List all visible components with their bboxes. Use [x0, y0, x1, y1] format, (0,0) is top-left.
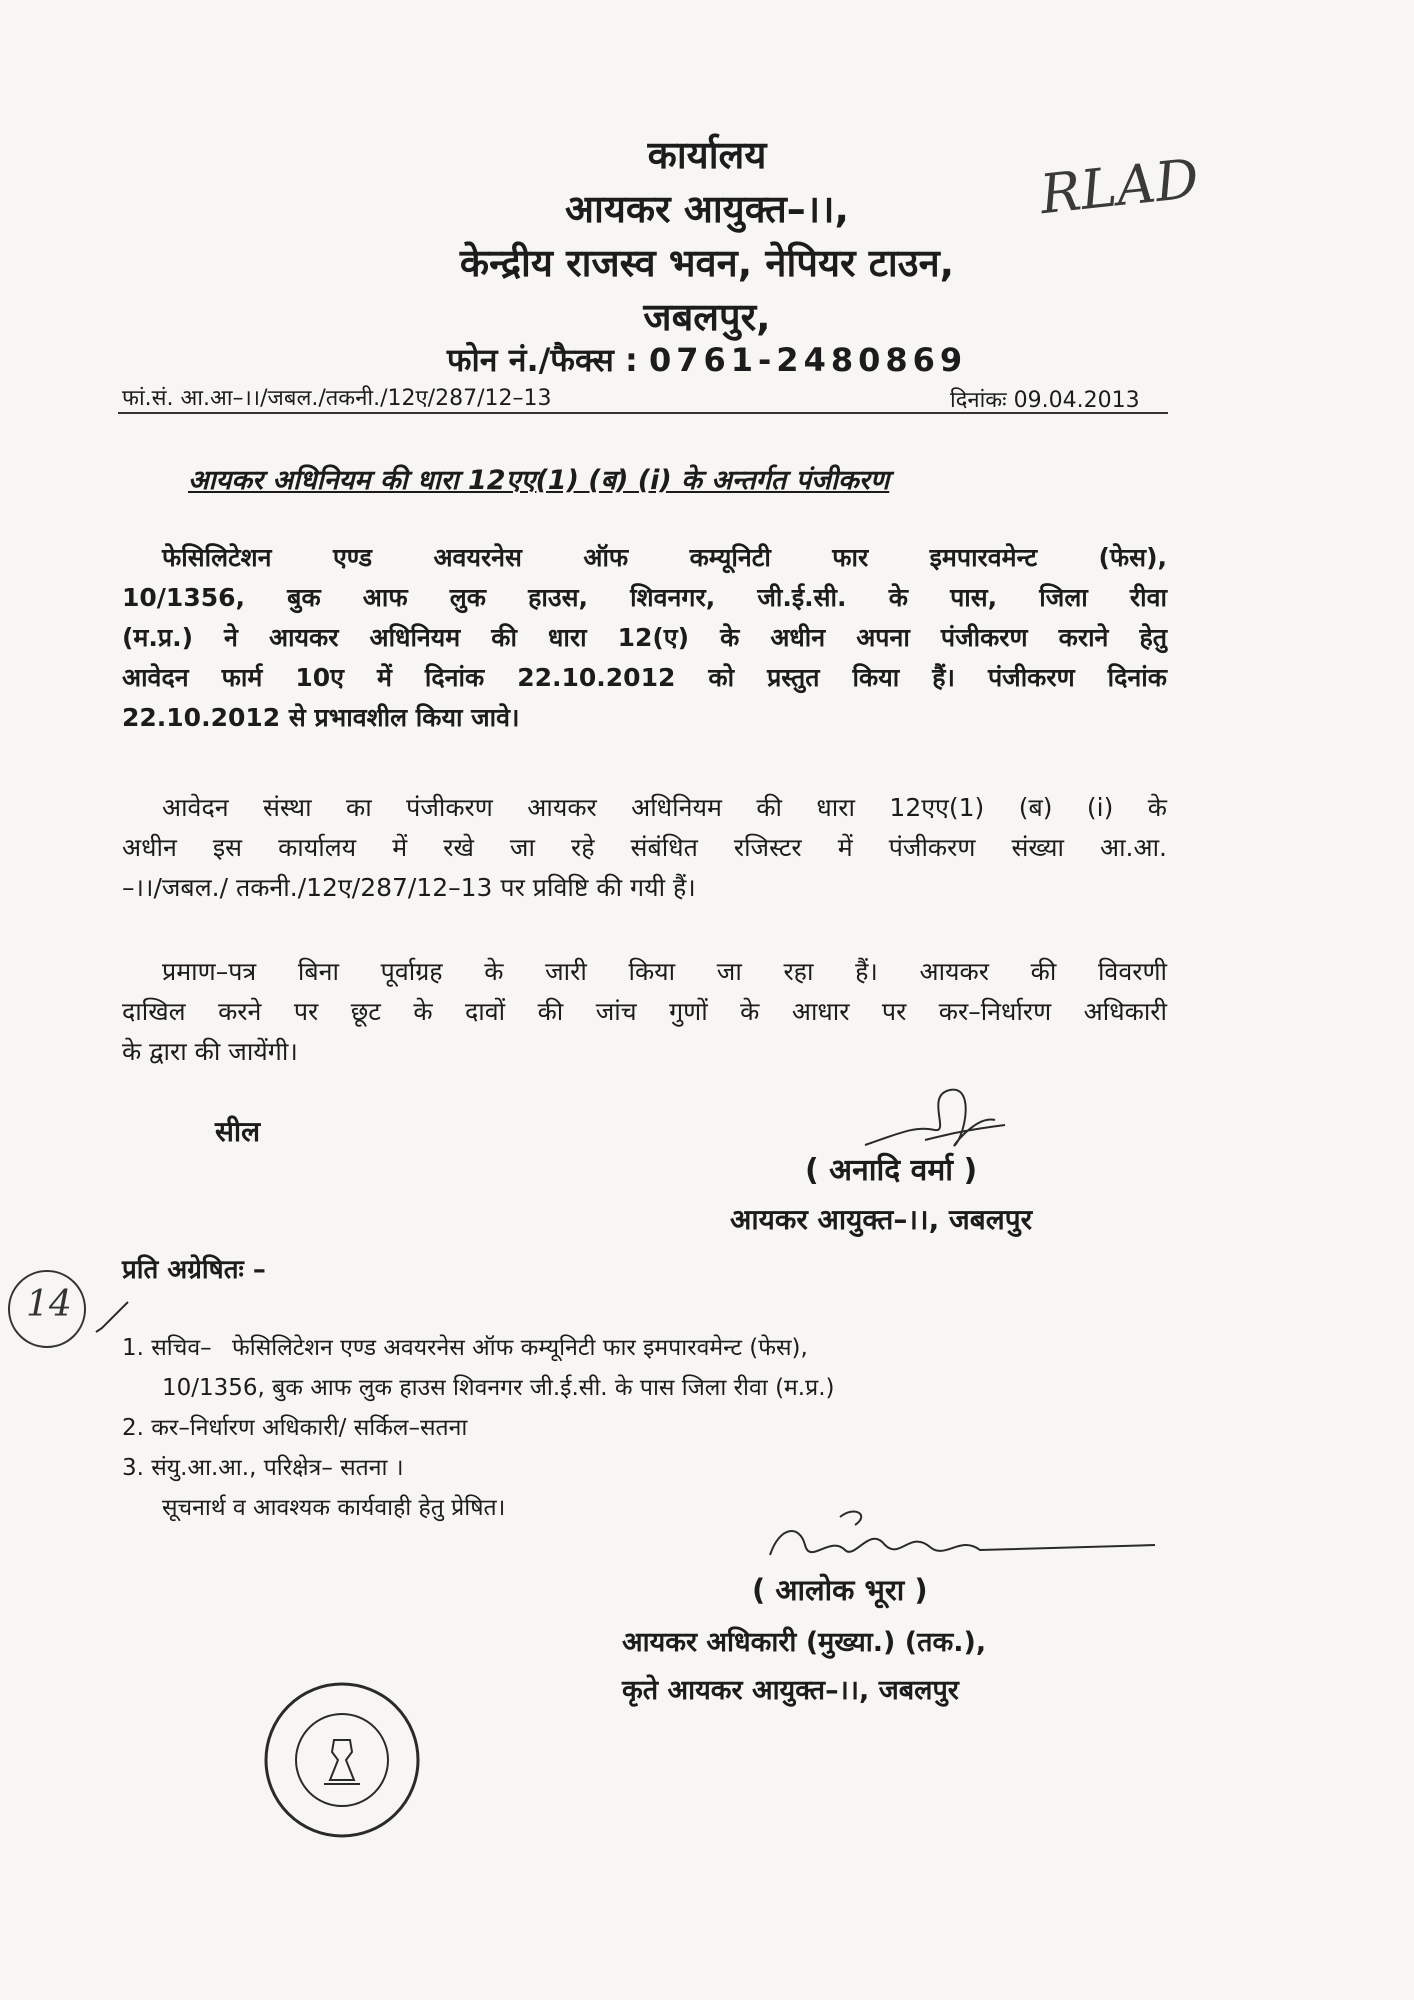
office-seal-stamp: [262, 1680, 422, 1840]
paragraph-2: [122, 788, 1167, 908]
copy-item-1-line-2: 10/1356, बुक आफ लुक हाउस शिवनगर जी.ई.सी. के पास जिला रीवा (म.प्र.): [162, 1375, 835, 1401]
signatory-2-designation: आयकर अधिकारी (मुख्या.) (तक.),: [622, 1627, 987, 1658]
paragraph-1-line: फेसिलिटेशन एण्ड अवयरनेस ऑफ कम्यूनिटी फार इमपारवमेन्ट (फेस),: [162, 543, 1167, 572]
header-divider: [118, 412, 1168, 414]
subject-line: आयकर अधिनियम की धारा 12एए(1) (ब) (i) के अन्तर्गत पंजीकरण: [188, 465, 890, 496]
copy-to-label: प्रति अग्रेषितः –: [122, 1255, 266, 1285]
office-heading: कार्यालय: [647, 133, 767, 177]
letter-date: दिनांकः 09.04.2013: [950, 388, 1140, 413]
copy-item-1-text: फेसिलिटेशन एण्ड अवयरनेस ऑफ कम्यूनिटी फार इमपारवमेन्ट (फेस),: [232, 1335, 808, 1361]
copy-item-1: [122, 1330, 808, 1362]
paragraph-1-line: 22.10.2012 से प्रभावशील किया जावे।: [122, 703, 520, 732]
signatory-2-name: ( आलोक भूरा ): [752, 1573, 928, 1607]
copy-item-3: 3. संयु.आ.आ., परिक्षेत्र– सतना ।: [122, 1455, 404, 1481]
phone-number: 0761-2480869: [648, 341, 968, 379]
paragraph-3-line: दाखिल करने पर छूट के दावों की जांच गुणों के आधार पर कर–निर्धारण अधिकारी: [122, 997, 1167, 1026]
margin-number-circle: [8, 1270, 86, 1348]
phone-line: [0, 338, 1414, 381]
paragraph-3-line: के द्वारा की जायेंगी।: [122, 1037, 298, 1066]
paragraph-3-line: प्रमाण–पत्र बिना पूर्वाग्रह के जारी किया जा रहा हैं। आयकर की विवरणी: [162, 957, 1167, 986]
signatory-2-designation-2: कृते आयकर आयुक्त–।।, जबलपुर: [622, 1675, 959, 1706]
paragraph-2-line: अधीन इस कार्यालय में रखे जा रहे संबंधित रजिस्टर में पंजीकरण संख्या आ.आ.: [122, 833, 1167, 862]
seal-label: सील: [215, 1115, 261, 1148]
paragraph-2-line: –।।/जबल./ तकनी./12ए/287/12–13 पर प्रविष्टि की गयी हैं।: [122, 873, 696, 902]
city-heading: जबलपुर,: [643, 295, 771, 339]
phone-label: फोन नं./फैक्स :: [446, 341, 638, 379]
copy-item-1-label: 1. सचिव–: [122, 1335, 212, 1361]
copy-item-2: 2. कर–निर्धारण अधिकारी/ सर्किल–सतना: [122, 1415, 468, 1441]
signature-2: [760, 1505, 1160, 1575]
address-heading: केन्द्रीय राजस्व भवन, नेपियर टाउन,: [459, 241, 955, 285]
margin-number: 14: [26, 1284, 72, 1325]
copy-item-3-line-2: सूचनार्थ व आवश्यक कार्यवाही हेतु प्रेषित।: [162, 1495, 506, 1521]
commissioner-heading: आयकर आयुक्त–।।,: [565, 187, 849, 231]
handwritten-note: RLAD: [1037, 146, 1202, 227]
paragraph-1-line: आवेदन फार्म 10ए में दिनांक 22.10.2012 को प्रस्तुत किया हैं। पंजीकरण दिनांक: [122, 663, 1167, 692]
paragraph-1-line: (म.प्र.) ने आयकर अधिनियम की धारा 12(ए) के अधीन अपना पंजीकरण कराने हेतु: [122, 623, 1167, 652]
paragraph-1: [122, 538, 1167, 738]
paragraph-2-line: आवेदन संस्था का पंजीकरण आयकर अधिनियम की धारा 12एए(1) (ब) (i) के: [162, 793, 1167, 822]
paragraph-3: [122, 952, 1167, 1072]
file-number: फां.सं. आ.आ–।।/जबल./तकनी./12ए/287/12–13: [122, 386, 552, 411]
signatory-1-designation: आयकर आयुक्त–।।, जबलपुर: [730, 1203, 1033, 1236]
signatory-1-name: ( अनादि वर्मा ): [805, 1153, 978, 1188]
paragraph-1-line: 10/1356, बुक आफ लुक हाउस, शिवनगर, जी.ई.सी. के पास, जिला रीवा: [122, 583, 1167, 612]
